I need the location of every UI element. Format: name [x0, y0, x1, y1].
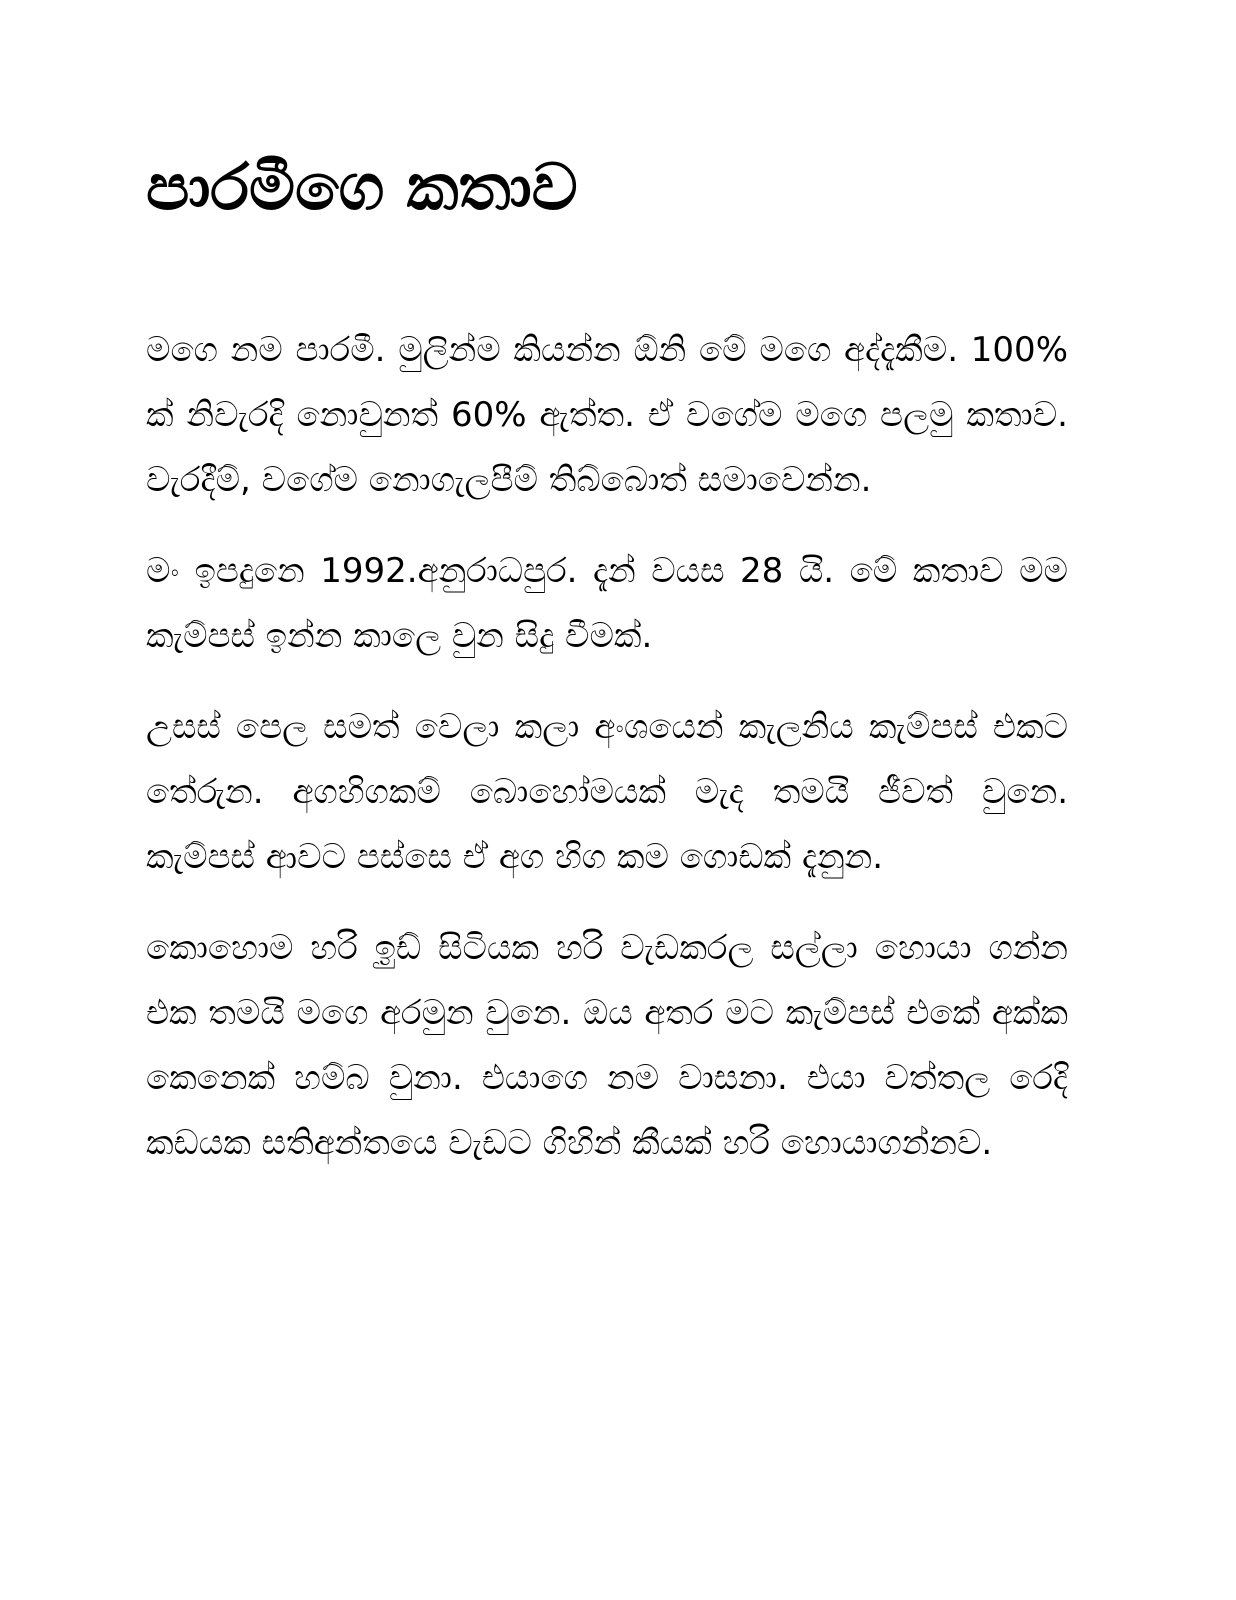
document-page: [146, 140, 1068, 1202]
paragraph-job: කොහොම හරි ඉුඩ් සිටියක හරි වැඩකරල සල්ලා හොයා ගන්න එක තමයි මගෙ අරමුන වුනෙ. ඔය අතර මට කැම්පස් එකේ අක්ක කෙනෙක් හම්බ වුනා. එයාගෙ නම වාසනා. එයා වත්තල රෙදි කඩයක සතිඅන්තයෙ වැඩට ගිහින් කීයක් හරි හොයාගන්නව.: [146, 928, 1068, 1163]
paragraph-birth: මං ඉපදුනෙ 1992.අනුරාධපුර. දැන් වයස 28 යි. මේ කතාව මම කැම්පස් ඉන්න කාලෙ වුන සිදු වීමක්.: [146, 551, 1068, 656]
paragraph-campus: උසස් පෙල සමත් වෙලා කලා අංශයෙන් කැලනිය කැම්පස් එකට තේරුන. අගහිගකම් බොහෝමයක් මැද තමයි ජීවත් වුනෙ. කැම්පස් ආවට පස්සෙ ඒ අග හිග කම ගොඩක් දැනුන.: [146, 707, 1068, 877]
document-title: පාරමීගෙ කතාව: [146, 151, 578, 225]
paragraph-intro: මගෙ නම පාරමී. මුලින්ම කියන්න ඕනි මේ මගෙ අද්දැකීම. 100% ක් නිවැරදි නොවුනත් 60% ඇත්ත. ඒ වගේම මගෙ පලමු කතාව. වැරදීම්, වගේම නොගැලපීම් තිබ්බොත් සමාවෙන්න.: [146, 330, 1068, 500]
